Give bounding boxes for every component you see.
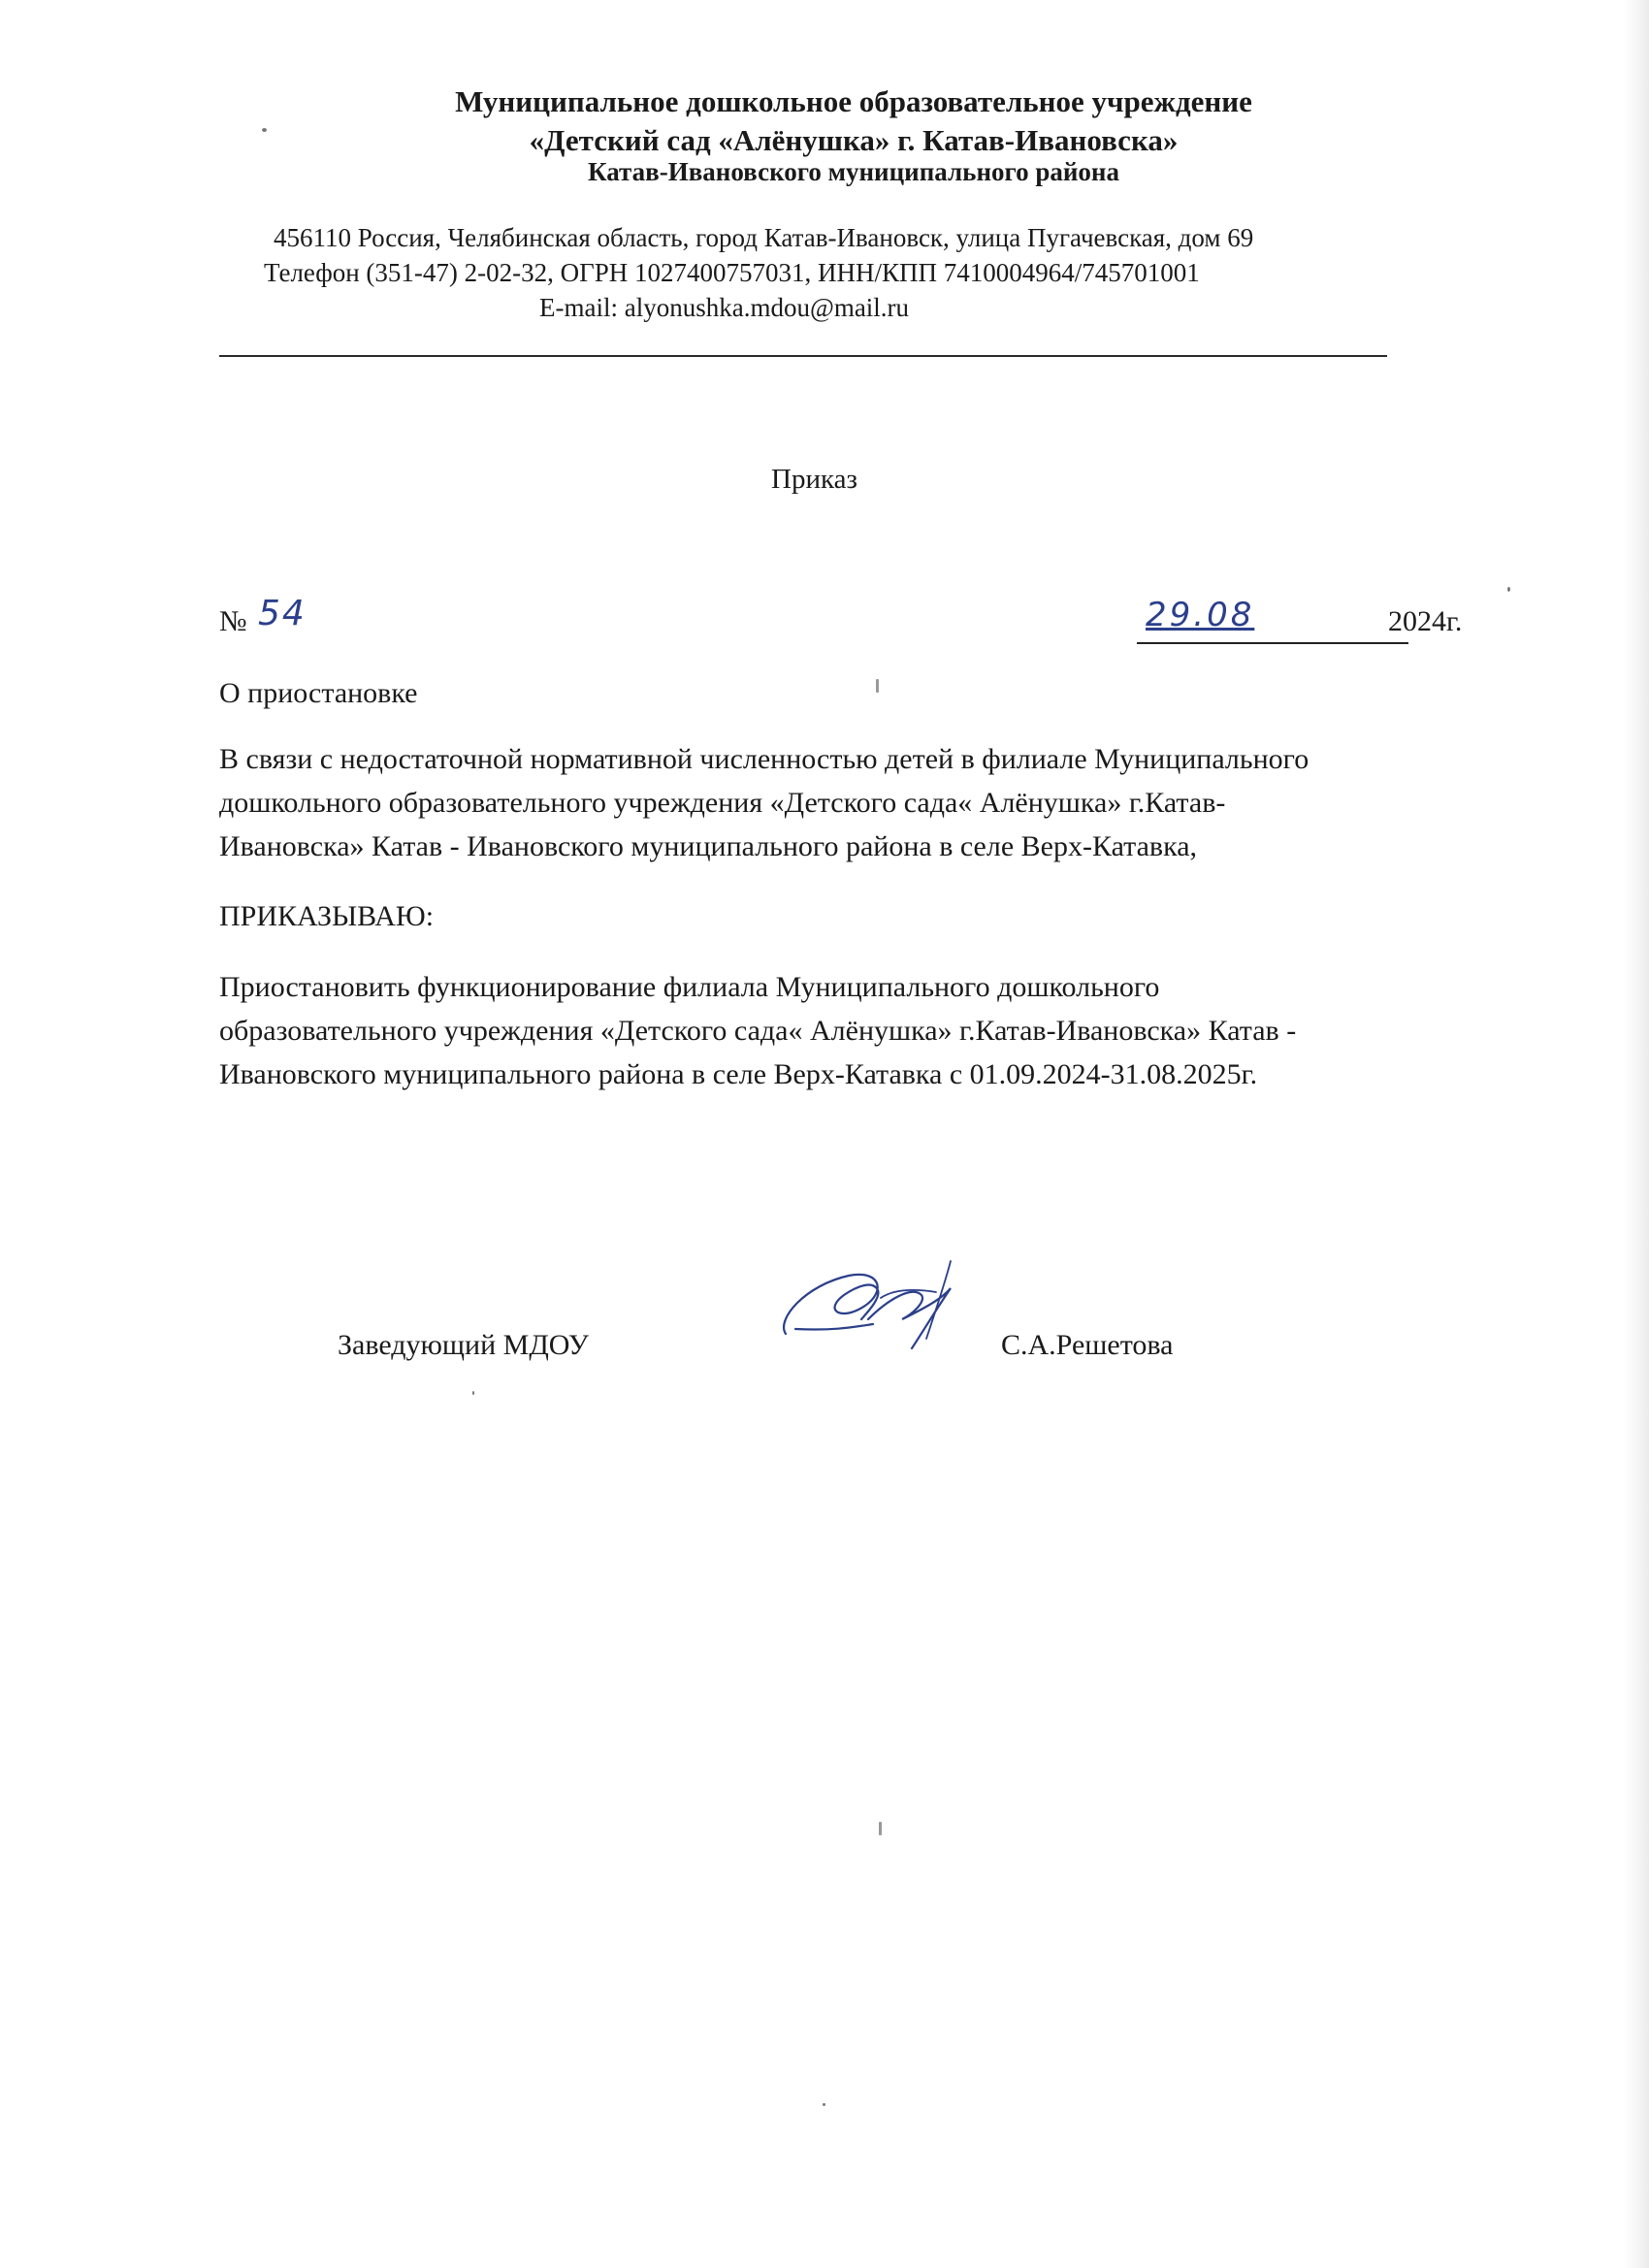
reason-line: В связи с недостаточной нормативной численностью детей в филиале Муниципального	[219, 743, 1310, 775]
reason-line: Ивановска» Катав - Ивановского муниципального района в селе Верх-Катавка,	[219, 830, 1198, 862]
date-underline	[1137, 642, 1408, 644]
address-line: 456110 Россия, Челябинская область, город Катав-Ивановск, улица Пугачевская, дом 69	[274, 223, 1254, 252]
email-line: E-mail: alyonushka.mdou@mail.ru	[539, 293, 910, 322]
document-year: 2024г.	[1388, 605, 1463, 637]
signature-block	[0, 1242, 1649, 1397]
document-subject: О приостановке	[219, 677, 418, 709]
handwritten-number: 54	[258, 594, 307, 633]
reason-line: дошкольного образовательного учреждения «Детского сада« Алёнушка» г.Катав-	[219, 787, 1226, 819]
scan-speck	[472, 1391, 474, 1395]
scan-speck	[876, 679, 879, 693]
number-date-row	[219, 594, 1500, 650]
scan-speck	[823, 2103, 825, 2106]
organization-name-line1: Муниципальное дошкольное образовательное учреждение	[455, 84, 1252, 118]
scan-speck	[879, 1822, 882, 1835]
order-line: Ивановского муниципального района в селе Верх-Катавка с 01.09.2024-31.08.2025г.	[219, 1058, 1258, 1090]
phone-line: Телефон (351-47) 2-02-32, ОГРН 1027400757031, ИНН/КПП 7410004964/745701001	[264, 258, 1200, 287]
organization-name-line2: «Детский сад «Алёнушка» г. Катав-Ивановска»	[529, 123, 1179, 157]
order-line: Приостановить функционирование филиала Муниципального дошкольного	[219, 971, 1160, 1003]
scan-speck	[262, 128, 267, 132]
reason-paragraph	[219, 737, 1500, 868]
organization-name	[223, 82, 1484, 160]
scan-speck	[1507, 587, 1510, 592]
order-paragraph	[219, 965, 1500, 1096]
handwritten-signature	[766, 1242, 989, 1368]
signatory-position: Заведующий МДОУ	[338, 1329, 589, 1361]
organization-district: Катав-Ивановского муниципального района	[588, 157, 1119, 186]
order-keyword: ПРИКАЗЫВАЮ:	[219, 900, 435, 932]
handwritten-date: 29.08	[1146, 596, 1255, 634]
header-divider	[219, 355, 1387, 357]
document-title: Приказ	[771, 464, 857, 495]
order-line: образовательного учреждения «Детского сада« Алёнушка» г.Катав-Ивановска» Катав -	[219, 1015, 1297, 1047]
number-label: №	[219, 605, 247, 637]
signatory-name: С.А.Решетова	[1001, 1329, 1174, 1361]
scan-edge-shadow	[1622, 0, 1649, 2268]
